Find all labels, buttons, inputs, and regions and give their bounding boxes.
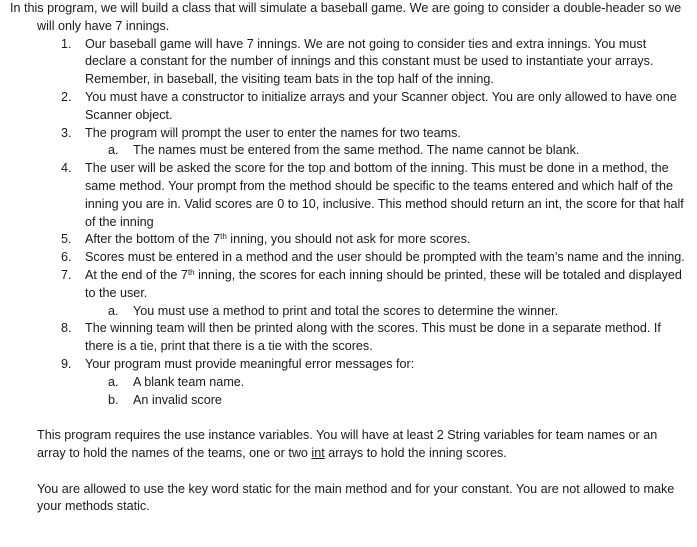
sub-list: [85, 303, 689, 321]
item-number: 7.: [61, 267, 72, 282]
item-number: 1.: [61, 36, 72, 51]
item-text: The program will prompt the user to enter the names for two teams.: [85, 125, 461, 140]
list-item-2: [10, 89, 689, 125]
list-item-6: [10, 249, 689, 267]
item-number: 2.: [61, 89, 72, 104]
item-text: Your program must provide meaningful error messages for:: [85, 356, 415, 371]
underlined-keyword: int: [311, 445, 325, 460]
item-number: 9.: [61, 356, 72, 371]
list-item-1: [10, 36, 689, 89]
sub-item: [10, 303, 689, 321]
sub-item-letter: a.: [108, 374, 119, 389]
sub-item-letter: a.: [108, 303, 119, 318]
ordinal-superscript: th: [220, 232, 227, 242]
item-text: The user will be asked the score for the top and bottom of the inning. This must be done in a method, the same method. Your prompt from the method should be specific to the teams entered and which half of the inning you are in. Valid scores are 0 to 10, inclusive. This method should return an int, the score for that half of the inning: [85, 161, 684, 229]
item-text: Scores must be entered in a method and the user should be prompted with the team’s name and the inning.: [85, 250, 685, 265]
sub-item-letter: a.: [108, 143, 119, 158]
sub-item-letter: b.: [108, 392, 119, 407]
item-number: 3.: [61, 125, 72, 140]
item-text: You must have a constructor to initialize arrays and your Scanner object. You are only allowed to have one Scanner object.: [85, 89, 677, 122]
sub-item-text: You must use a method to print and total the scores to determine the winner.: [133, 303, 559, 318]
item-text: After the bottom of the 7: [85, 232, 221, 247]
item-text-continued: inning, the scores for each inning should be printed, these will be totaled and displayed to the user.: [85, 267, 682, 300]
intro-paragraph: In this program, we will build a class that will simulate a baseball game. We are going to consider a double-header so we will only have 7 innings.: [10, 1, 682, 33]
item-text-continued: inning, you should not ask for more scores.: [226, 232, 471, 247]
ordinal-superscript: th: [187, 267, 195, 277]
sub-list: [85, 142, 689, 160]
paragraph-text-continued: arrays to hold the inning scores.: [324, 445, 507, 460]
item-number: 5.: [61, 232, 72, 247]
paragraph-text: This program requires the use instance variables. You will have at least 2 String variables for team names or an array to hold the names of the teams, one or two: [37, 428, 658, 460]
item-number: 8.: [61, 321, 72, 336]
instance-variables-paragraph: [10, 427, 689, 463]
sub-item-text: A blank team name.: [133, 374, 245, 389]
item-number: 6.: [61, 250, 72, 265]
item-text: At the end of the 7: [85, 267, 188, 282]
item-number: 4.: [61, 161, 72, 176]
list-item-4: [10, 160, 689, 231]
static-rule-paragraph: You are allowed to use the key word static for the main method and for your constant. You are not allowed to make your methods static.: [37, 481, 675, 514]
item-text: Our baseball game will have 7 innings. We are not going to consider ties and extra innings. You must declare a constant for the number of innings and this constant must be used to instantiate your arrays. Remember, in baseball, the visiting team bats in the top half of the inning.: [85, 36, 654, 87]
sub-item-text: The names must be entered from the same method. The name cannot be blank.: [133, 143, 580, 158]
item-text: The winning team will then be printed along with the scores. This must be done in a separate method. If there is a tie, print that there is a tie with the scores.: [85, 321, 661, 354]
list-item-7: [10, 267, 689, 320]
sub-item: [10, 142, 689, 160]
sub-item: [10, 374, 689, 392]
requirements-list: [10, 36, 689, 410]
list-item-3: [10, 125, 689, 161]
sub-item-text: An invalid score: [133, 392, 222, 407]
list-item-9: [10, 356, 689, 409]
sub-item: [10, 392, 689, 410]
sub-list: [85, 374, 689, 410]
list-item-5: [10, 231, 689, 249]
list-item-8: [10, 320, 689, 356]
